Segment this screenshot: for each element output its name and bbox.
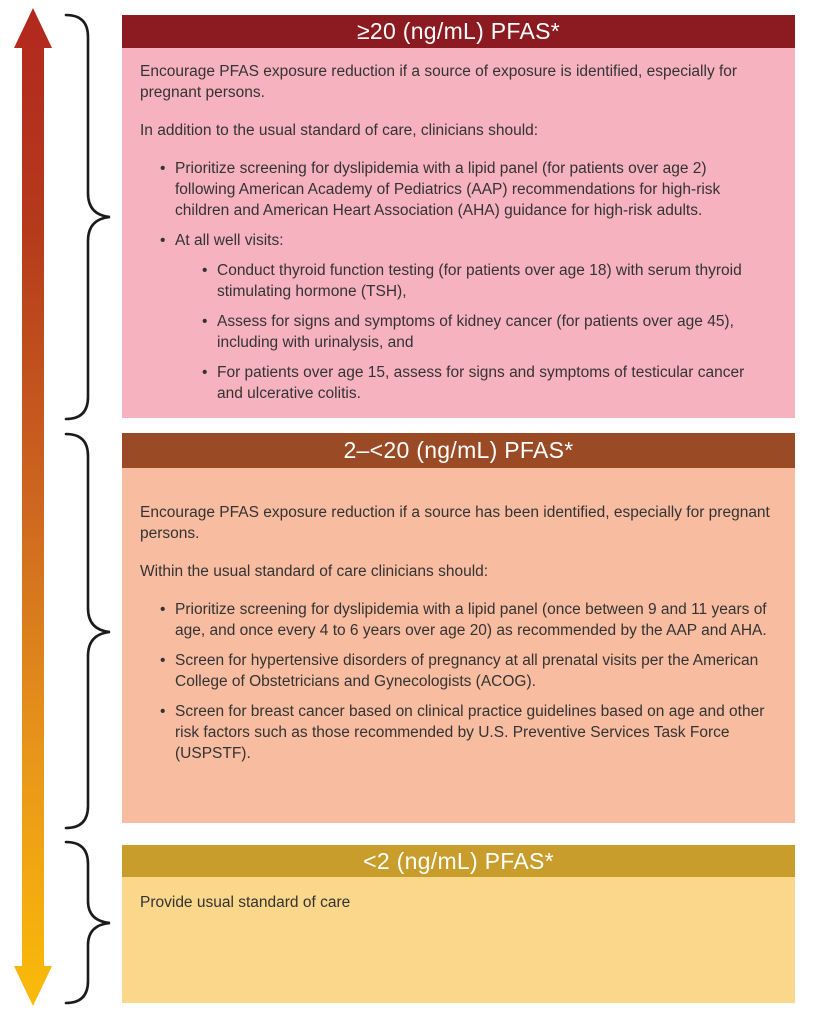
section-pfas-medium (122, 433, 795, 823)
section-high-body (122, 48, 795, 418)
intro-paragraph: Provide usual standard of care (140, 894, 351, 911)
section-medium-header (122, 433, 795, 468)
list-item: • Prioritize screening for dyslipidemia with a lipid panel (for patients over age 2) following American Academy of Pediatrics (AAP) recommendations for high-risk children and American Heart Association (AHA) guidance for high-risk adults. (160, 160, 721, 219)
lead-paragraph: Within the usual standard of care clinicians should: (140, 563, 489, 580)
section-low-header (122, 845, 795, 877)
list-item: • Screen for breast cancer based on clinical practice guidelines based on age and other risk factors such as those recommended by U.S. Preventive Services Task Force (USPSTF). (160, 703, 765, 762)
bullet-icon: • (160, 232, 166, 249)
intro-paragraph: Encourage PFAS exposure reduction if a source has been identified, especially for pregnant persons. (140, 504, 770, 542)
bullet-icon: • (160, 160, 166, 177)
section-pfas-low (122, 845, 795, 1003)
brace-low-icon (64, 839, 114, 1008)
bullet-icon: • (160, 601, 166, 618)
bullet-icon: • (202, 364, 208, 381)
bullet-icon: • (160, 652, 166, 669)
list-item: • At all well visits: (160, 232, 284, 249)
brace-high-icon (64, 12, 114, 424)
intro-paragraph: Encourage PFAS exposure reduction if a source of exposure is identified, especially for pregnant persons. (140, 63, 738, 101)
section-medium-title: 2–<20 (ng/mL) PFAS* (343, 437, 574, 463)
section-high-header (122, 15, 795, 48)
section-low-title: <2 (ng/mL) PFAS* (363, 847, 554, 874)
section-medium-body (122, 468, 795, 823)
bullet-icon: • (202, 262, 208, 279)
list-item: • Screen for hypertensive disorders of pregnancy at all prenatal visits per the American College of Obstetricians and Gynecologists (ACOG). (160, 652, 759, 690)
brace-medium-icon (64, 431, 114, 833)
section-pfas-high (122, 15, 795, 418)
sub-list-item: • Conduct thyroid function testing (for patients over age 18) with serum thyroid stimulating hormone (TSH), (202, 262, 742, 300)
section-high-title: ≥20 (ng/mL) PFAS* (356, 18, 561, 44)
risk-gradient-arrow-icon (12, 8, 54, 1006)
sub-list-item: • Assess for signs and symptoms of kidney cancer (for patients over age 45), including with urinalysis, and (202, 313, 734, 351)
sub-list-item: • For patients over age 15, assess for signs and symptoms of testicular cancer and ulcerative colitis. (202, 364, 745, 402)
bullet-icon: • (160, 703, 166, 720)
bullet-icon: • (202, 313, 208, 330)
lead-paragraph: In addition to the usual standard of care, clinicians should: (140, 122, 539, 139)
section-low-body (122, 877, 795, 1003)
list-item: • Prioritize screening for dyslipidemia with a lipid panel (once between 9 and 11 years of age, and once every 4 to 6 years over age 20) as recommended by the AAP and AHA. (160, 601, 767, 639)
